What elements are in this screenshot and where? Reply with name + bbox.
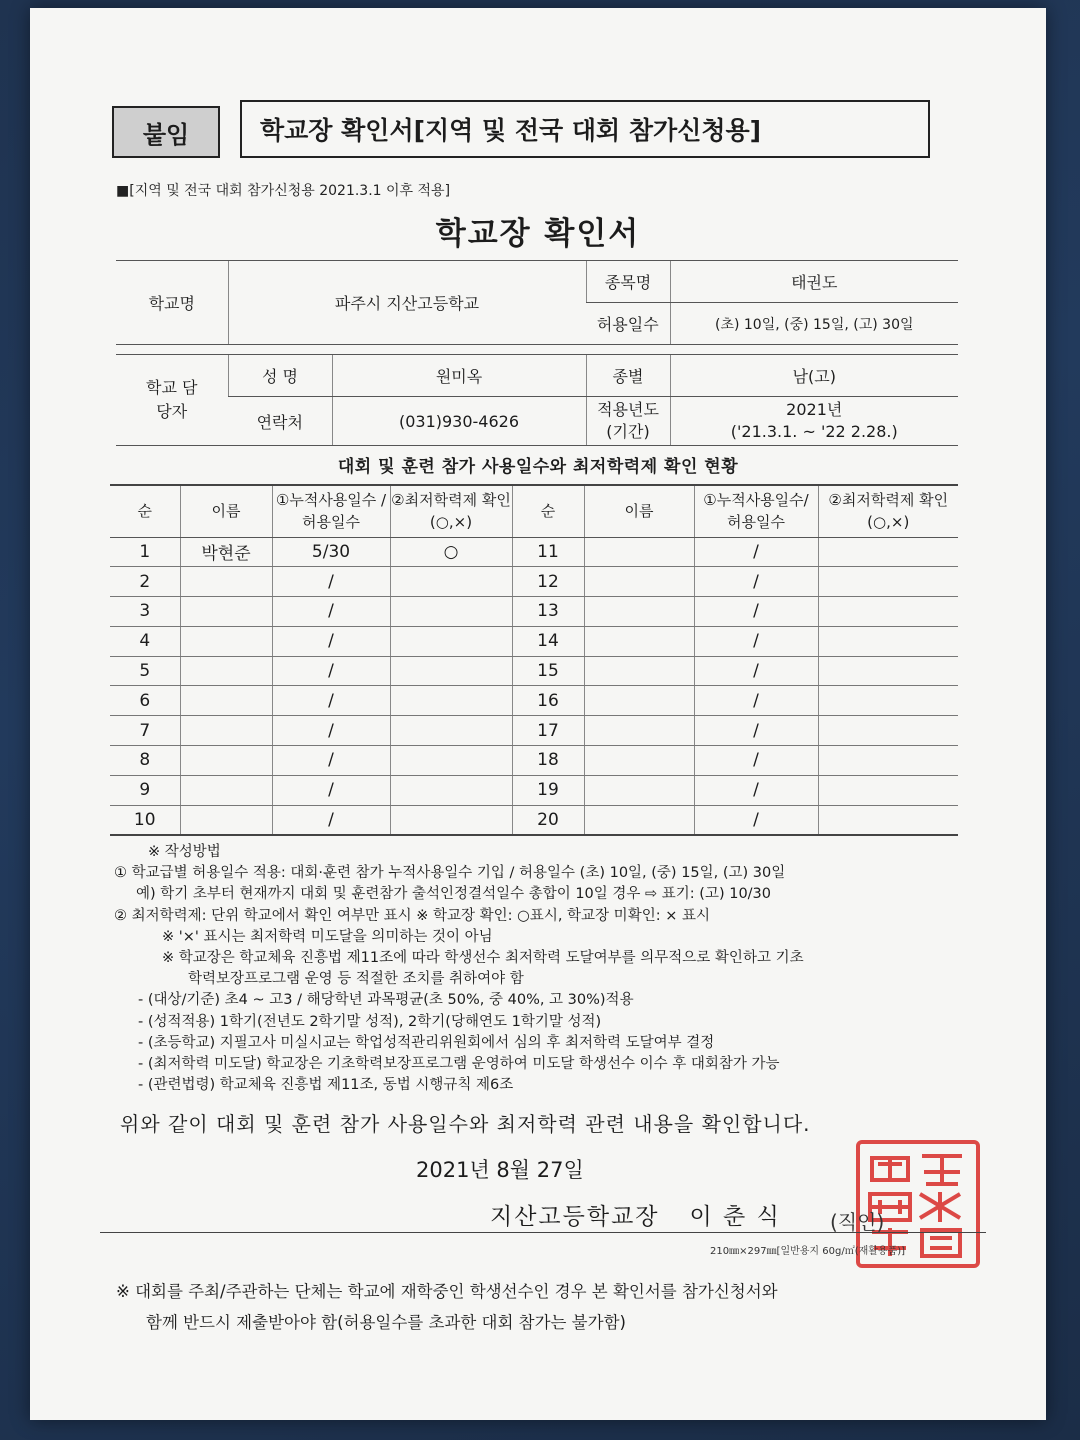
- days-ratio: /: [272, 686, 390, 716]
- academic-check: [390, 716, 512, 746]
- table-row: [110, 805, 958, 835]
- note-1-example: 예) 학기 초부터 현재까지 대회 및 훈련참가 출석인정결석일수 총합이 10일 경우 ⇨ 표기: (고) 10/30: [136, 886, 772, 903]
- col-name: 이름: [180, 485, 272, 537]
- footnote-line-2: 함께 반드시 제출받아야 함(허용일수를 초과한 대회 참가는 불가함): [146, 1313, 626, 1332]
- note-7: - (초등학교) 지필고사 미실시교는 학업성적관리위원회에서 심의 후 최저학력 도달여부 결정: [138, 1034, 715, 1051]
- table-row: [110, 567, 958, 597]
- phone-label: 연락처: [228, 397, 332, 446]
- row-number: 1: [110, 537, 180, 567]
- row-number: 7: [110, 716, 180, 746]
- academic-check: [390, 805, 512, 835]
- academic-check-right: [818, 686, 958, 716]
- row-number: 9: [110, 775, 180, 805]
- academic-check: [390, 597, 512, 627]
- roster-table: [110, 484, 958, 836]
- days-ratio: /: [272, 656, 390, 686]
- name-value: 원미옥: [332, 355, 586, 397]
- note-5: - (대상/기준) 초4 ~ 고3 / 해당학년 과목평균(초 50%, 중 40%, 고 30%)적용: [138, 992, 634, 1009]
- year-label: 적용년도 (기간): [586, 397, 670, 446]
- days-ratio-right: /: [694, 597, 818, 627]
- academic-check-right: [818, 805, 958, 835]
- student-name-right: [584, 626, 694, 656]
- table-row: [110, 597, 958, 627]
- row-number-right: 11: [512, 537, 584, 567]
- academic-check-right: [818, 775, 958, 805]
- contact-person-label: 학교 담당자: [116, 355, 228, 446]
- year-value-cell: [670, 397, 958, 446]
- student-name: [180, 716, 272, 746]
- days-ratio: /: [272, 597, 390, 627]
- roster-body: [110, 537, 958, 835]
- confirmation-statement: 위와 같이 대회 및 훈련 참가 사용일수와 최저학력 관련 내용을 확인합니다.: [120, 1112, 811, 1136]
- table-row: [110, 537, 958, 567]
- note-9: - (관련법령) 학교체육 진흥법 제11조, 동법 시행규칙 제6조: [138, 1077, 514, 1094]
- student-name-right: [584, 656, 694, 686]
- principal-signature: [490, 1198, 781, 1231]
- notes-heading: ※ 작성방법: [148, 844, 221, 860]
- row-number: 2: [110, 567, 180, 597]
- days-ratio-right: /: [694, 567, 818, 597]
- academic-check: ○: [390, 537, 512, 567]
- table-row: [110, 626, 958, 656]
- phone-value: (031)930-4626: [332, 397, 586, 446]
- student-name-right: [584, 537, 694, 567]
- academic-check: [390, 686, 512, 716]
- signature-rule: [100, 1232, 986, 1233]
- table-row: [110, 746, 958, 776]
- days-ratio-right: /: [694, 805, 818, 835]
- col-days-right: ①누적사용일수/ 허용일수: [694, 485, 818, 537]
- table-row: [110, 775, 958, 805]
- principal-title: 지산고등학교장: [490, 1204, 660, 1230]
- days-value: (초) 10일, (중) 15일, (고) 30일: [670, 303, 958, 345]
- col-no: 순: [110, 485, 180, 537]
- row-number: 4: [110, 626, 180, 656]
- academic-check-right: [818, 537, 958, 567]
- paper-spec: 210㎜×297㎜[일반용지 60g/㎡(재활용품)]: [710, 1246, 906, 1257]
- col-days: ①누적사용일수 /허용일수: [272, 485, 390, 537]
- days-ratio-right: /: [694, 716, 818, 746]
- student-name-right: [584, 567, 694, 597]
- applies-note: ■[지역 및 전국 대회 참가신청용 2021.3.1 이후 적용]: [116, 183, 451, 199]
- days-ratio-right: /: [694, 626, 818, 656]
- student-name: [180, 746, 272, 776]
- footnote-line-1: ※ 대회를 주최/주관하는 단체는 학교에 재학중인 학생선수인 경우 본 확인서를 참가신청서와: [116, 1282, 778, 1301]
- academic-check: [390, 775, 512, 805]
- signature-date: 2021년 8월 27일: [416, 1158, 584, 1182]
- student-name-right: [584, 686, 694, 716]
- col-check-right: ②최저학력제 확인(○,×): [818, 485, 958, 537]
- student-name: 박현준: [180, 537, 272, 567]
- row-number-right: 13: [512, 597, 584, 627]
- school-value: 파주시 지산고등학교: [228, 261, 586, 345]
- row-number: 8: [110, 746, 180, 776]
- days-ratio: /: [272, 775, 390, 805]
- type-value: 남(고): [670, 355, 958, 397]
- document-title: 학교장 확인서: [435, 216, 641, 252]
- academic-check: [390, 626, 512, 656]
- student-name-right: [584, 775, 694, 805]
- row-number-right: 14: [512, 626, 584, 656]
- student-name: [180, 597, 272, 627]
- note-8: - (최저학력 미도달) 학교장은 기초학력보장프로그램 운영하여 미도달 학생선수 이수 후 대회참가 가능: [138, 1056, 780, 1073]
- note-3: ※ '×' 표시는 최저학력 미도달을 의미하는 것이 아님: [162, 928, 493, 945]
- seal-label: (직인): [830, 1210, 885, 1234]
- note-6: - (성적적용) 1학기(전년도 2학기말 성적), 2학기(당해연도 1학기말 성적): [138, 1013, 602, 1030]
- academic-check-right: [818, 656, 958, 686]
- row-number-right: 15: [512, 656, 584, 686]
- student-name-right: [584, 805, 694, 835]
- student-name: [180, 656, 272, 686]
- note-4-cont: 학력보장프로그램 운영 등 적절한 조치를 취하여야 함: [188, 971, 524, 988]
- student-name: [180, 805, 272, 835]
- days-ratio-right: /: [694, 537, 818, 567]
- days-ratio-right: /: [694, 775, 818, 805]
- student-name: [180, 686, 272, 716]
- row-number-right: 18: [512, 746, 584, 776]
- student-name-right: [584, 746, 694, 776]
- note-2: ② 최저학력제: 단위 학교에서 확인 여부만 표시 ※ 학교장 확인: ○표시, 학교장 미확인: × 표시: [114, 907, 710, 924]
- col-name-right: 이름: [584, 485, 694, 537]
- academic-check: [390, 656, 512, 686]
- name-label: 성 명: [228, 355, 332, 397]
- academic-check: [390, 567, 512, 597]
- days-ratio: /: [272, 746, 390, 776]
- row-number: 5: [110, 656, 180, 686]
- days-label: 허용일수: [586, 303, 670, 345]
- col-no-right: 순: [512, 485, 584, 537]
- header-title: 학교장 확인서[지역 및 전국 대회 참가신청용]: [240, 100, 930, 158]
- year-value: 2021년: [786, 400, 843, 419]
- row-number-right: 17: [512, 716, 584, 746]
- academic-check-right: [818, 746, 958, 776]
- sport-value: 태권도: [670, 261, 958, 303]
- sport-label: 종목명: [586, 261, 670, 303]
- type-label: 종별: [586, 355, 670, 397]
- student-name: [180, 567, 272, 597]
- academic-check-right: [818, 716, 958, 746]
- document-page: [30, 8, 1046, 1420]
- days-ratio: /: [272, 716, 390, 746]
- student-name: [180, 775, 272, 805]
- academic-check: [390, 746, 512, 776]
- student-name-right: [584, 716, 694, 746]
- row-number-right: 16: [512, 686, 584, 716]
- days-ratio: 5/30: [272, 537, 390, 567]
- period-value: ('21.3.1. ~ '22 2.28.): [730, 422, 898, 441]
- row-number-right: 19: [512, 775, 584, 805]
- student-name-right: [584, 597, 694, 627]
- section-title: 대회 및 훈련 참가 사용일수와 최저학력제 확인 현황: [337, 457, 739, 477]
- school-label: 학교명: [116, 261, 228, 345]
- days-ratio: /: [272, 805, 390, 835]
- academic-check-right: [818, 626, 958, 656]
- row-number-right: 12: [512, 567, 584, 597]
- row-number: 10: [110, 805, 180, 835]
- row-number-right: 20: [512, 805, 584, 835]
- academic-check-right: [818, 597, 958, 627]
- academic-check-right: [818, 567, 958, 597]
- school-info-table: [116, 260, 958, 446]
- days-ratio-right: /: [694, 746, 818, 776]
- row-number: 3: [110, 597, 180, 627]
- principal-name: 이 춘 식: [689, 1204, 781, 1230]
- days-ratio: /: [272, 626, 390, 656]
- col-check: ②최저학력제 확인(○,×): [390, 485, 512, 537]
- days-ratio: /: [272, 567, 390, 597]
- note-4: ※ 학교장은 학교체육 진흥법 제11조에 따라 학생선수 최저학력 도달여부를 의무적으로 확인하고 기초: [162, 950, 804, 967]
- student-name: [180, 626, 272, 656]
- table-row: [110, 656, 958, 686]
- days-ratio-right: /: [694, 686, 818, 716]
- note-1: ① 학교급별 허용일수 적용: 대회·훈련 참가 누적사용일수 기입 / 허용일수 (초) 10일, (중) 15일, (고) 30일: [114, 865, 786, 882]
- writing-instructions: [114, 842, 994, 1096]
- submission-footnote: [116, 1276, 976, 1338]
- row-number: 6: [110, 686, 180, 716]
- days-ratio-right: /: [694, 656, 818, 686]
- table-row: [110, 686, 958, 716]
- table-row: [110, 716, 958, 746]
- attachment-tag: 붙임: [112, 106, 220, 158]
